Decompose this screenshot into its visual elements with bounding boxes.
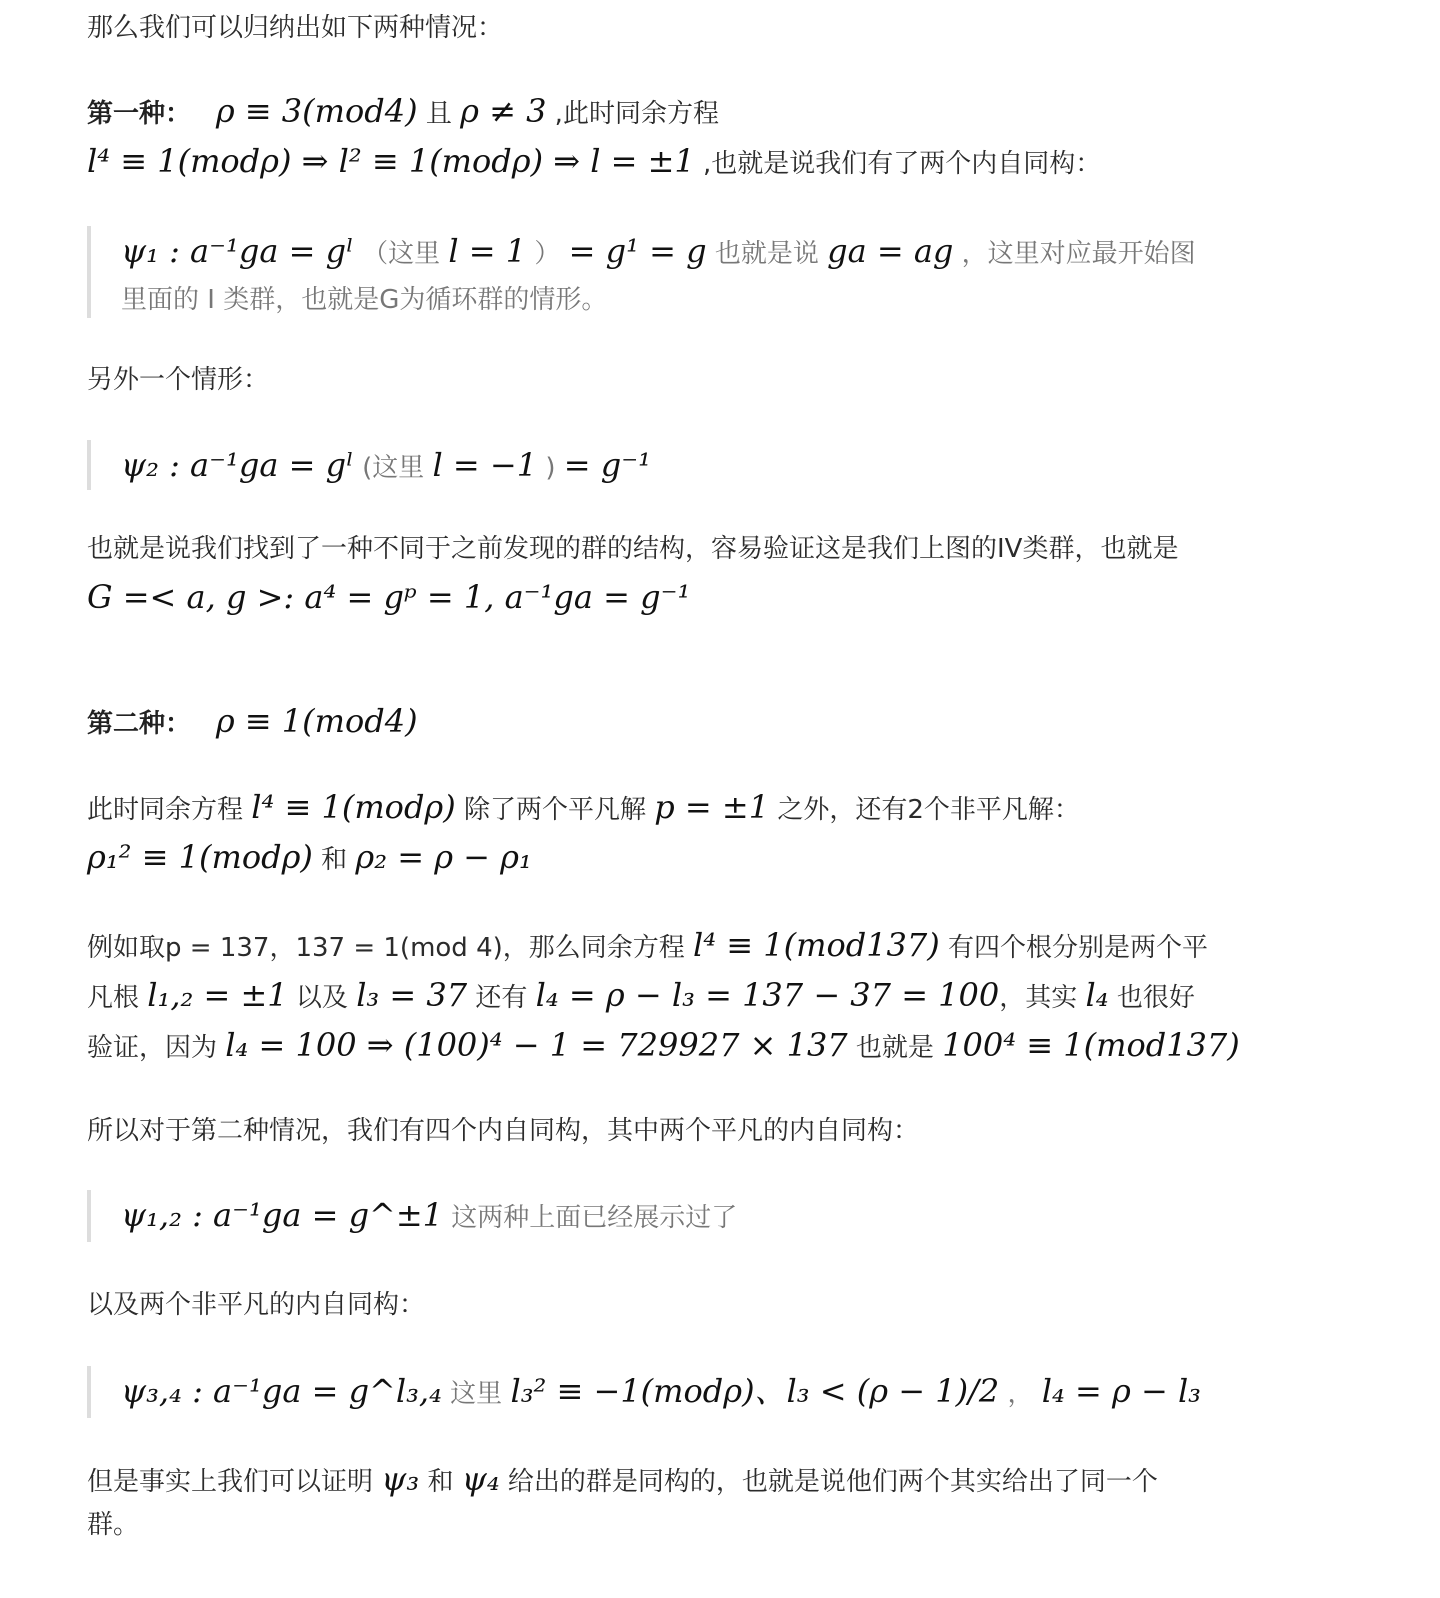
- other-case-paragraph: 另外一个情形：: [87, 365, 270, 395]
- case2-heading: [87, 696, 418, 749]
- math: 100⁴ ≡ 1(mod137): [942, 1026, 1240, 1064]
- math: l₄ = 100 ⇒ (100)⁴ − 1 = 729927 × 137: [225, 1026, 848, 1064]
- psi2-note-math: l = −1: [432, 446, 538, 484]
- psi1-line2: 里面的 I 类群，也就是G为循环群的情形。: [121, 285, 608, 315]
- psi12-text: 这两种上面已经展示过了: [443, 1203, 738, 1233]
- case2-line2: [87, 832, 532, 885]
- math: ρ₁² ≡ 1(modρ): [87, 838, 313, 876]
- psi1-text2: ，这里对应最开始图: [953, 239, 1196, 269]
- text: 也就是: [847, 1033, 943, 1063]
- math: ψ₄: [461, 1460, 500, 1498]
- psi1-formula2: = g¹ = g: [568, 232, 707, 270]
- psi34-text: 这里: [441, 1379, 511, 1409]
- case1-equation-tail: ,也就是说我们有了两个内自同构：: [694, 149, 1102, 179]
- case1-heading: [87, 86, 719, 139]
- case2-line1: [87, 782, 1080, 835]
- blockquote-psi34: [87, 1366, 1201, 1418]
- case1-equation-line: [87, 136, 1101, 189]
- text: 以及: [287, 983, 357, 1013]
- psi34-math: l₃² ≡ −1(modρ)、l₃ < (ρ − 1)/2: [510, 1372, 1000, 1410]
- group-presentation: [87, 572, 690, 625]
- psi1-text: 也就是说: [706, 239, 828, 269]
- text: 凡根: [87, 983, 148, 1013]
- text: 也很好: [1108, 983, 1195, 1013]
- psi1-note-math: l = 1: [448, 232, 527, 270]
- math: l⁴ ≡ 1(modρ): [251, 788, 456, 826]
- text: 此时同余方程: [87, 795, 252, 825]
- and-text: 且: [417, 99, 461, 129]
- psi12-line: [121, 1190, 737, 1243]
- blockquote-psi2: [87, 440, 651, 490]
- text: ，其实: [999, 983, 1086, 1013]
- conclusion-paragraph: 也就是说我们找到了一种不同于之前发现的群的结构，容易验证这是我们上图的IV类群，也就是: [87, 534, 1179, 564]
- psi34-formula: ψ₃,₄ : a⁻¹ga = g^l₃,₄: [121, 1372, 442, 1410]
- psi2-line: [121, 440, 651, 493]
- text: 给出的群是同构的，也就是说他们两个其实给出了同一个: [499, 1467, 1158, 1497]
- text: 还有: [467, 983, 536, 1013]
- text: 之外，还有2个非平凡解：: [769, 795, 1080, 825]
- math: l₄ = ρ − l₃ = 137 − 37 = 100: [535, 976, 1000, 1014]
- text: 例如取p = 137，137 = 1(mod 4)，那么同余方程: [87, 933, 694, 963]
- math: ψ₃: [381, 1460, 420, 1498]
- math: p = ±1: [654, 788, 770, 826]
- case1-condition2: ρ ≠ 3: [460, 92, 547, 130]
- psi2-formula2: = g⁻¹: [563, 446, 651, 484]
- psi2-formula: ψ₂ : a⁻¹ga = gˡ: [121, 446, 354, 484]
- psi2-note: (这里: [353, 453, 433, 483]
- case2-condition: ρ ≡ 1(mod4): [215, 702, 418, 740]
- psi1-formula: ψ₁ : a⁻¹ga = gˡ: [121, 232, 354, 270]
- psi12-formula: ψ₁,₂ : a⁻¹ga = g^±1: [121, 1196, 444, 1234]
- so-paragraph: 所以对于第二种情况，我们有四个内自同构，其中两个平凡的内自同构：: [87, 1116, 920, 1146]
- math: l₄: [1085, 976, 1109, 1014]
- math: l₁,₂ = ±1: [147, 976, 288, 1014]
- text: 和: [419, 1467, 462, 1497]
- case1-equation: l⁴ ≡ 1(modρ) ⇒ l² ≡ 1(modρ) ⇒ l = ±1: [87, 142, 695, 180]
- intro-paragraph: 那么我们可以归纳出如下两种情况：: [87, 13, 504, 43]
- example-line1: [87, 920, 1208, 973]
- text: 和: [312, 845, 356, 875]
- case2-label: 第二种：: [87, 709, 192, 739]
- group-formula: G =< a, g >: a⁴ = gᵖ = 1, a⁻¹ga = g⁻¹: [87, 578, 691, 616]
- final-line1: [87, 1454, 1158, 1507]
- psi34-line: [121, 1366, 1201, 1419]
- psi2-note-end: ): [537, 453, 564, 483]
- math: l⁴ ≡ 1(mod137): [693, 926, 940, 964]
- example-line3: [87, 1020, 1240, 1073]
- case1-tail: ,此时同余方程: [546, 99, 719, 129]
- psi1-note-end: ）: [526, 239, 561, 269]
- example-line2: [87, 970, 1195, 1023]
- text: 验证，因为: [87, 1033, 226, 1063]
- text: 除了两个平凡解: [455, 795, 655, 825]
- psi1-ga: ga = ag: [827, 232, 954, 270]
- math: l₃ = 37: [356, 976, 468, 1014]
- text: 但是事实上我们可以证明: [87, 1467, 382, 1497]
- psi1-note: （这里: [362, 239, 449, 269]
- case1-condition: ρ ≡ 3(mod4): [215, 92, 418, 130]
- psi34-math2: l₄ = ρ − l₃: [1041, 1372, 1201, 1410]
- final-line2: 群。: [87, 1510, 140, 1540]
- psi1-line1: [121, 226, 1196, 279]
- math: ρ₂ = ρ − ρ₁: [355, 838, 532, 876]
- text: 有四个根分别是两个平: [939, 933, 1209, 963]
- blockquote-psi1: [87, 226, 1196, 318]
- separator: ，: [999, 1379, 1042, 1409]
- nontrivial-paragraph: 以及两个非平凡的内自同构：: [87, 1290, 426, 1320]
- blockquote-psi12: [87, 1190, 737, 1242]
- case1-label: 第一种：: [87, 99, 192, 129]
